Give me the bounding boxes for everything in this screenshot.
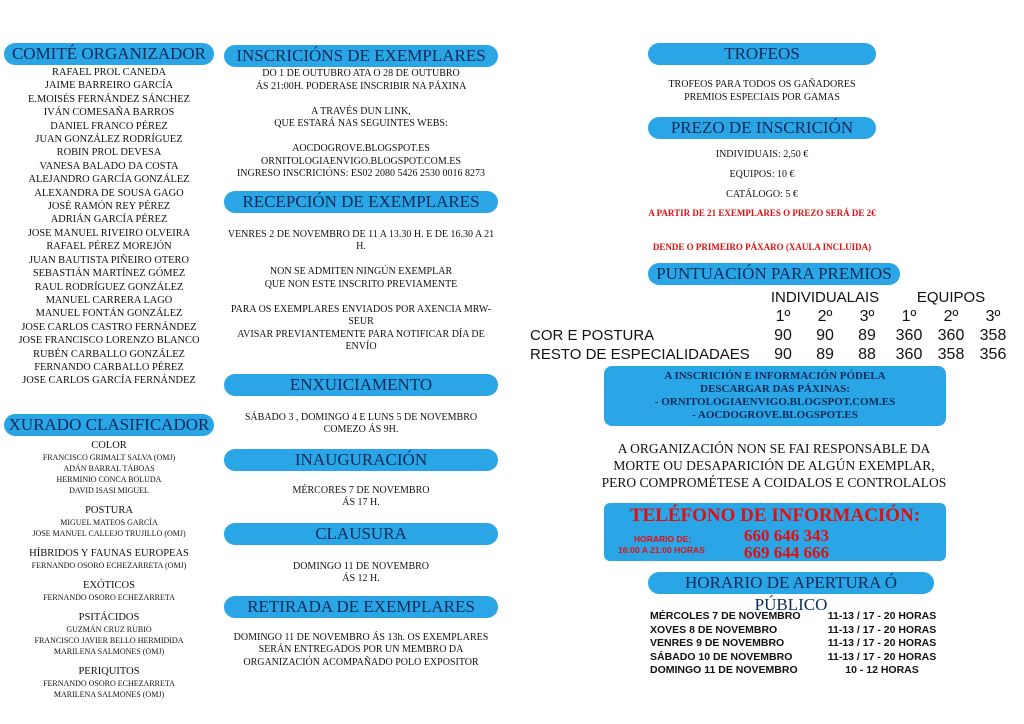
trofeos-title: TROFEOS: [648, 43, 876, 65]
comite-member: SEBASTIÁN MARTÍNEZ GÓMEZ: [32, 268, 186, 280]
score-value: 89: [858, 327, 876, 344]
score-row-label: RESTO DE ESPECIALIDADAES: [530, 346, 750, 363]
enxuiciamento-title: ENXUICIAMENTO: [224, 374, 498, 396]
horario-row: [650, 637, 1018, 651]
comite-member: MANUEL FONTÁN GONZÁLEZ: [35, 308, 183, 320]
inauguracion-title: INAUGURACIÓN: [224, 449, 498, 471]
prezo-title: PREZO DE INSCRICIÓN: [648, 117, 876, 139]
score-value: 90: [774, 346, 792, 363]
xurado-judge: FERNANDO OSORO ECHEZARRETA: [43, 592, 175, 602]
score-value: 356: [979, 346, 1007, 363]
disclaimer-text: [530, 440, 1018, 491]
horario-row: [650, 651, 1018, 665]
xurado-group-head: COLOR: [91, 439, 127, 451]
info-box: [604, 366, 946, 426]
phone-2: 669 644 666: [744, 543, 829, 562]
clausura-title: CLAUSURA: [224, 523, 498, 545]
comite-member: JUAN BAUTISTA PIÑEIRO OTERO: [29, 254, 189, 266]
xurado-group-head: POSTURA: [85, 504, 133, 516]
place-header: 1º: [901, 308, 917, 325]
horario-day: MÉRCOLES 7 DE NOVEMBRO: [650, 610, 801, 622]
comite-member: RUBÉN CARBALLO GONZÁLEZ: [33, 348, 185, 360]
comite-member: IVÁN COMESAÑA BARROS: [43, 107, 175, 119]
place-header: 2º: [817, 308, 833, 325]
enxuiciamento-line: SÁBADO 3 , DOMINGO 4 E LUNS 5 DE NOVEMBRO: [244, 411, 478, 423]
inscricions-title: INSCRICIÓNS DE EXEMPLARES: [224, 45, 498, 67]
prezo-text: [620, 145, 904, 205]
inscricions-line: ÁS 21:00H. PODERASE INSCRIBIR NA PÁXINA: [255, 80, 467, 92]
xurado-group-head: HÍBRIDOS Y FAUNAS EUROPEAS: [29, 547, 189, 559]
xurado-list: [4, 439, 214, 700]
column-left: [4, 0, 214, 700]
prezo-red-note-2: DENDE O PRIMEIRO PÁXARO (XAULA INCLUIDA): [652, 242, 872, 252]
horario-hours: 11-13 / 17 - 20 HORAS: [827, 623, 937, 636]
inscricions-line: A TRAVÉS DUN LINK,: [311, 105, 411, 117]
inscricions-line: QUE ESTARÁ NAS SEGUINTES WEBS:: [274, 118, 448, 129]
score-value: 88: [858, 346, 876, 363]
inscricions-line: DO 1 DE OUTUBRO ATA O 28 DE OUTUBRO: [262, 68, 460, 79]
inauguracion-line: MÉRCORES 7 DE NOVEMBRO: [292, 484, 430, 496]
recepcion-line: QUE NON ESTE INSCRITO PREVIAMENTE: [264, 278, 458, 290]
comite-member: RAUL RODRÍGUEZ GONZÁLEZ: [34, 281, 184, 293]
retirada-line: DOMINGO 11 DE NOVEMBRO ÁS 13h. OS EXEMPLARES: [233, 631, 489, 643]
trofeos-line: PREMIOS ESPECIAIS POR GAMAS: [684, 91, 840, 103]
comite-member: ALEJANDRO GARCÍA GONZÁLEZ: [28, 174, 190, 186]
horario-value: 16:00 A 21:00 HORAS: [618, 545, 705, 555]
comite-member: RAFAEL PROL CANEDA: [52, 67, 166, 78]
horario-row: [650, 624, 1018, 638]
xurado-judge: FERNANDO OSORO ECHEZARRETA (OMJ): [31, 560, 187, 570]
score-value: 90: [774, 327, 792, 344]
recepcion-line: NON SE ADMITEN NINGÚN EXEMPLAR: [269, 266, 453, 277]
place-header: 3º: [859, 308, 875, 325]
inscricions-line: [224, 93, 498, 106]
recepcion-line: PARA OS EXEMPLARES ENVIADOS POR AXENCIA MRW-SEUR: [230, 303, 492, 327]
recepcion-text: [224, 229, 498, 354]
retirada-text: [224, 632, 498, 670]
xurado-judge: ADÁN BARRAL TÁBOAS: [63, 463, 155, 473]
comite-member: JUAN GONZÁLEZ RODRÍGUEZ: [35, 134, 183, 146]
horario-row: [650, 664, 1018, 678]
recepcion-line: [224, 291, 498, 304]
score-value: 358: [979, 327, 1007, 344]
comite-member: JOSE MANUEL RIVEIRO OLVEIRA: [27, 227, 191, 239]
inscricions-line: [224, 131, 498, 144]
comite-member: FERNANDO CARBALLO PÉREZ: [34, 361, 184, 373]
xurado-judge: MIGUEL MATEOS GARCÍA: [60, 517, 158, 527]
xurado-judge: HERMINIO CONCA BOLUDA: [56, 474, 162, 484]
comite-member-list: [4, 66, 214, 388]
telefono-title: TELÉFONO DE INFORMACIÓN:: [629, 505, 921, 526]
info-line: - AOCDOGROVE.BLOGSPOT.ES: [692, 409, 858, 421]
trofeos-line: TROFEOS PARA TODOS OS GAÑADORES: [668, 79, 856, 90]
inscricions-line: AOCDOGROVE.BLOGSPOT.ES: [292, 143, 430, 154]
xurado-title: XURADO CLASIFICADOR: [4, 414, 214, 436]
score-value: 360: [895, 346, 923, 363]
inscricions-line: INGRESO INSCRICIÓNS: ES02 2080 5426 2530 0016 8273: [236, 168, 486, 179]
horario-day: VENRES 9 DE NOVEMBRO: [650, 637, 785, 649]
enxuiciamento-text: [224, 412, 498, 437]
horario-label: HORARIO DE:: [634, 534, 692, 544]
puntuacion-title: PUNTUACIÓN PARA PREMIOS: [648, 263, 900, 285]
recepcion-line: [224, 254, 498, 267]
comite-member: JOSE CARLOS GARCÍA FERNÁNDEZ: [22, 375, 196, 387]
score-value: 358: [937, 346, 965, 363]
inscricions-line: ORNITOLOGIAENVIGO.BLOGSPOT.COM.ES: [261, 155, 461, 167]
retirada-line: ORGANIZACIÓN ACOMPAÑADO POLO EXPOSITOR: [243, 656, 479, 668]
xurado-judge: FRANCISCO GRIMALT SALVA (OMJ): [42, 452, 176, 462]
horario-hours: 11-13 / 17 - 20 HORAS: [827, 650, 937, 663]
xurado-judge: JOSE MANUEL CALLEJO TRUJILLO (OMJ): [32, 528, 186, 538]
prezo-line: CATÁLOGO: 5 €: [726, 189, 798, 200]
score-row: [530, 326, 1014, 345]
comite-member: RAFAEL PÉREZ MOREJÓN: [46, 241, 172, 253]
telefono-box: [604, 503, 946, 561]
horario-row: [650, 610, 1018, 624]
place-header: 1º: [775, 308, 791, 325]
score-row: [530, 345, 1014, 364]
prezo-line: INDIVIDUAIS: 2,50 €: [715, 149, 809, 160]
xurado-judge: MARILENA SALMONES (OMJ): [53, 646, 165, 656]
prezo-red-note-1: A PARTIR DE 21 EXEMPLARES O PREZO SERÁ DE 2€: [648, 208, 876, 218]
inscricions-text: [224, 68, 498, 181]
inauguracion-text: [224, 485, 498, 510]
disclaimer-line: MORTE OU DESAPARICIÓN DE ALGÚN EXEMPLAR,: [613, 458, 935, 473]
info-line: DESCARGAR DAS PÁXINAS:: [700, 383, 850, 395]
comite-member: ALEXANDRA DE SOUSA GAGO: [34, 187, 184, 199]
horario-hours: 11-13 / 17 - 20 HORAS: [827, 610, 937, 622]
xurado-group-head: EXÓTICOS: [83, 579, 135, 591]
clausura-text: [224, 561, 498, 586]
disclaimer-line: A ORGANIZACIÓN NON SE FAI RESPONSABLE DA: [617, 441, 931, 456]
xurado-group-head: PSITÁCIDOS: [78, 611, 140, 623]
group-equipos: EQUIPOS: [916, 289, 986, 306]
xurado-judge: FERNANDO OSORO ECHEZARRETA: [43, 678, 175, 688]
horario-hours: 10 - 12 HORAS: [845, 664, 919, 676]
score-value: 360: [895, 327, 923, 344]
trofeos-text: [620, 79, 904, 104]
enxuiciamento-line: COMEZO ÁS 9H.: [323, 424, 399, 435]
puntuacion-table: [530, 288, 1018, 364]
horario-title: HORARIO DE APERTURA Ó PÚBLICO: [648, 572, 934, 594]
xurado-group-head: PERIQUITOS: [78, 665, 140, 677]
info-line: A INSCRICIÓN E INFORMACIÓN PÓDELA: [664, 370, 886, 382]
horario-table: [650, 610, 1018, 678]
comite-member: JOSE CARLOS CASTRO FERNÁNDEZ: [21, 321, 197, 333]
info-line: - ORNITOLOGIAENVIGO.BLOGSPOT.COM.ES: [654, 396, 896, 408]
xurado-judge: DAVID ISASI MIGUEL: [69, 485, 149, 495]
comite-member: ROBIN PROL DEVESA: [56, 147, 162, 159]
group-individuais: INDIVIDUALAIS: [770, 289, 880, 306]
clausura-line: ÁS 12 H.: [342, 573, 380, 584]
xurado-judge: MARILENA SALMONES (OMJ): [53, 689, 165, 699]
horario-day: DOMINGO 11 DE NOVEMBRO: [650, 664, 798, 676]
comite-member: JAIME BARREIRO GARCÍA: [44, 80, 174, 92]
comite-member: MANUEL CARRERA LAGO: [45, 294, 173, 306]
comite-member: E.MOISÉS FERNÁNDEZ SÁNCHEZ: [28, 93, 190, 105]
retirada-title: RETIRADA DE EXEMPLARES: [224, 596, 498, 618]
xurado-judge: FRANCISCO JAVIER BELLO HERMIDIDA: [34, 635, 184, 645]
recepcion-line: VENRES 2 DE NOVEMBRO DE 11 A 13.30 H. E DE 16.30 A 21 H.: [227, 228, 495, 252]
prezo-line: EQUIPOS: 10 €: [729, 169, 795, 180]
place-header: 2º: [943, 308, 959, 325]
comite-member: DANIEL FRANCO PÉREZ: [50, 120, 168, 132]
disclaimer-line: PERO COMPROMÉTESE A COIDALOS E CONTROLALOS: [601, 475, 947, 490]
horario-day: SÁBADO 10 DE NOVEMBRO: [650, 650, 793, 663]
score-value: 90: [816, 327, 834, 344]
score-value: 89: [816, 346, 834, 363]
column-middle: [224, 0, 498, 669]
retirada-line: SERÁN ENTREGADOS POR UN MEMBRO DA: [258, 644, 464, 655]
place-header: 3º: [985, 308, 1001, 325]
comite-title: COMITÉ ORGANIZADOR: [4, 43, 214, 65]
score-row-label: COR E POSTURA: [530, 327, 655, 344]
recepcion-title: RECEPCIÓN DE EXEMPLARES: [224, 191, 498, 213]
horario-day: XOVES 8 DE NOVEMBRO: [650, 623, 778, 636]
comite-member: ADRIÁN GARCÍA PÉREZ: [50, 214, 168, 226]
clausura-line: DOMINGO 11 DE NOVEMBRO: [292, 560, 429, 572]
phone-1: 660 646 343: [744, 526, 829, 545]
recepcion-line: AVISAR PREVIANTEMENTE PARA NOTIFICAR DÍA DE ENVÍO: [237, 328, 485, 352]
xurado-judge: GUZMÁN CRUZ RUBIO: [66, 624, 152, 634]
horario-hours: 11-13 / 17 - 20 HORAS: [827, 637, 937, 649]
comite-member: VANESA BALADO DA COSTA: [39, 160, 179, 172]
column-right: [530, 0, 1018, 678]
inauguracion-line: ÁS 17 H.: [342, 497, 380, 508]
comite-member: JOSÉ RAMÓN REY PÉREZ: [47, 201, 171, 213]
score-value: 360: [937, 327, 965, 344]
comite-member: JOSE FRANCISCO LORENZO BLANCO: [18, 335, 200, 347]
